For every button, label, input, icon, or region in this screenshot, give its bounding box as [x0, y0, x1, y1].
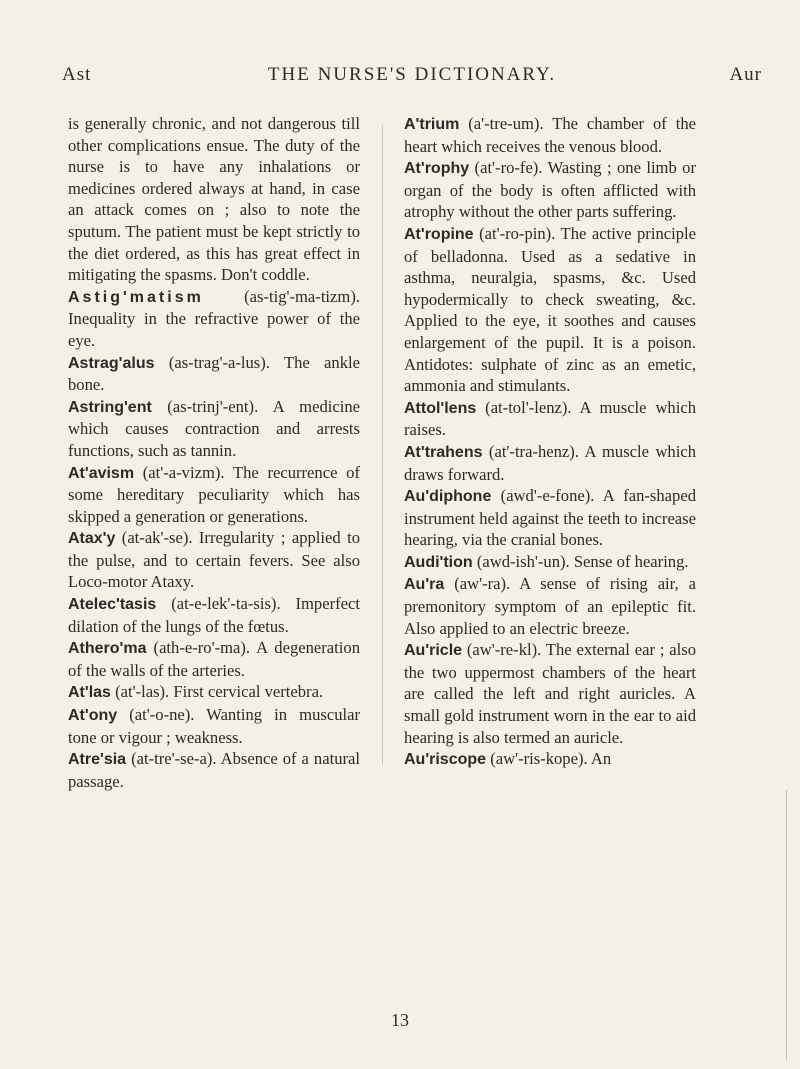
dictionary-entry — [404, 397, 696, 441]
entry-definition: (at-e-lek'-ta-sis). Imperfect dilation of the lungs of the fœtus. — [68, 594, 360, 636]
entry-headword: Audi'tion — [404, 553, 473, 571]
entry-definition: (at'-las). First cervical vertebra. — [110, 682, 324, 702]
entry-definition: (at'-o-ne). Wanting in muscular tone or vigour ; weakness. — [68, 705, 360, 747]
header-right-guide-word: Aur — [729, 64, 762, 85]
dictionary-entry — [68, 396, 360, 462]
dictionary-entry — [404, 573, 696, 639]
dictionary-entry — [404, 551, 696, 574]
column-divider — [382, 125, 383, 765]
entry-headword: Attol'lens — [404, 399, 477, 417]
entry-definition: (at'-ro-fe). Wasting ; one limb or organ of the body is often afflicted with atrophy without the other parts suffering. — [404, 158, 696, 222]
entry-headword: At'avism — [68, 464, 135, 482]
dictionary-entry — [404, 157, 696, 223]
entry-headword: Astig'matism — [68, 288, 204, 306]
dictionary-entry — [404, 113, 696, 157]
entry-definition: is generally chronic, and not dangerous till other complications ensue. The duty of the nurse is to have any inhalations or medicines ordered always at hand, in case an attack comes on ; also to note the sputum. The patient must be kept strictly to the diet ordered, as this has great effect in mitigating the spasms. Don't coddle. — [68, 114, 360, 285]
entry-definition: (aw'-ris-kope). An — [486, 749, 612, 769]
dictionary-entry — [404, 441, 696, 485]
entry-headword: Au'ra — [404, 576, 445, 594]
entry-definition: (awd-ish'-un). Sense of hearing. — [472, 551, 689, 571]
dictionary-entry — [404, 639, 696, 748]
header-title: THE NURSE'S DICTIONARY. — [267, 64, 557, 85]
entry-headword: Au'riscope — [404, 751, 487, 769]
entry-headword: Au'ricle — [404, 642, 463, 660]
dictionary-entry — [68, 748, 360, 792]
entry-headword: A'trium — [404, 116, 460, 133]
dictionary-entry — [68, 704, 360, 748]
entry-definition: (at'-a-vizm). The recurrence of some hereditary peculiarity which has skipped a generation or generations. — [68, 462, 360, 526]
entry-definition: (as-tig'-ma-tizm). Inequality in the refractive power of the eye. — [68, 286, 360, 350]
entry-headword: Astring'ent — [68, 398, 152, 416]
entry-definition: (as-trinj'-ent). A medicine which causes contraction and arrests functions, such as tannin. — [68, 396, 360, 460]
entry-headword: At'trahens — [404, 443, 483, 461]
dictionary-entry — [68, 593, 360, 637]
right-column — [404, 113, 696, 771]
entry-definition: (awd'-e-fone). A fan-shaped instrument held against the teeth to increase hearing, via the cranial bones. — [404, 486, 696, 550]
page-number: 13 — [391, 1010, 409, 1030]
left-column — [68, 113, 360, 792]
dictionary-entry — [68, 286, 360, 352]
entry-headword: Athero'ma — [68, 640, 147, 658]
dictionary-entry — [68, 637, 360, 681]
header-left-guide-word: Ast — [62, 64, 92, 85]
entry-definition: (at-ak'-se). Irregularity ; applied to the pulse, and to certain fevers. See also Loco-motor Ataxy. — [68, 528, 360, 592]
entry-definition: (at-tol'-lenz). A muscle which raises. — [404, 397, 696, 440]
entry-headword: At'ropine — [404, 225, 474, 243]
entry-headword: At'ony — [68, 707, 118, 725]
dictionary-entry — [404, 485, 696, 551]
running-header — [62, 64, 762, 96]
entry-headword: At'las — [68, 684, 111, 702]
entry-headword: Atax'y — [68, 530, 116, 548]
entry-definition: (aw'-ra). A sense of rising air, a premonitory symptom of an epileptic fit. Also applied to an electric breeze. — [404, 574, 696, 638]
dictionary-entry — [404, 223, 696, 397]
dictionary-entry — [68, 527, 360, 593]
entry-headword: Astrag'alus — [68, 354, 155, 372]
entry-headword: At'rophy — [404, 160, 470, 178]
dictionary-entry — [68, 462, 360, 528]
entry-definition: (at-tre'-se-a). Absence of a natural passage. — [68, 749, 360, 791]
entry-definition: (a'-tre-um). The chamber of the heart which receives the venous blood. — [404, 114, 696, 156]
dictionary-entry — [68, 352, 360, 396]
dictionary-entry — [404, 748, 696, 771]
entry-headword: Atre'sia — [68, 751, 127, 769]
entry-definition: (as-trag'-a-lus). The ankle bone. — [68, 352, 360, 395]
entry-definition: (at'-ro-pin). The active principle of belladonna. Used as a sedative in asthma, neuralgia, spasms, &c. Used hypodermically to check sweating, &c. Applied to the eye, it soothes and causes enlargement of the pupil. It is a poison. Antidotes: sulphate of zinc as an emetic, ammonia and stimulants. — [404, 223, 696, 396]
entry-definition: (aw'-re-kl). The external ear ; also the two uppermost chambers of the heart are called the left and right auricles. A small gold instrument worn in the ear to aid hearing is also termed an auricle. — [404, 640, 696, 747]
entry-definition: (ath-e-ro'-ma). A degeneration of the walls of the arteries. — [68, 638, 360, 680]
entry-headword: Au'diphone — [404, 488, 492, 506]
dictionary-entry — [68, 681, 360, 704]
entry-headword: Atelec'tasis — [68, 596, 157, 614]
entry-definition: (at'-tra-henz). A muscle which draws forward. — [404, 441, 696, 484]
dictionary-entry — [68, 113, 360, 286]
